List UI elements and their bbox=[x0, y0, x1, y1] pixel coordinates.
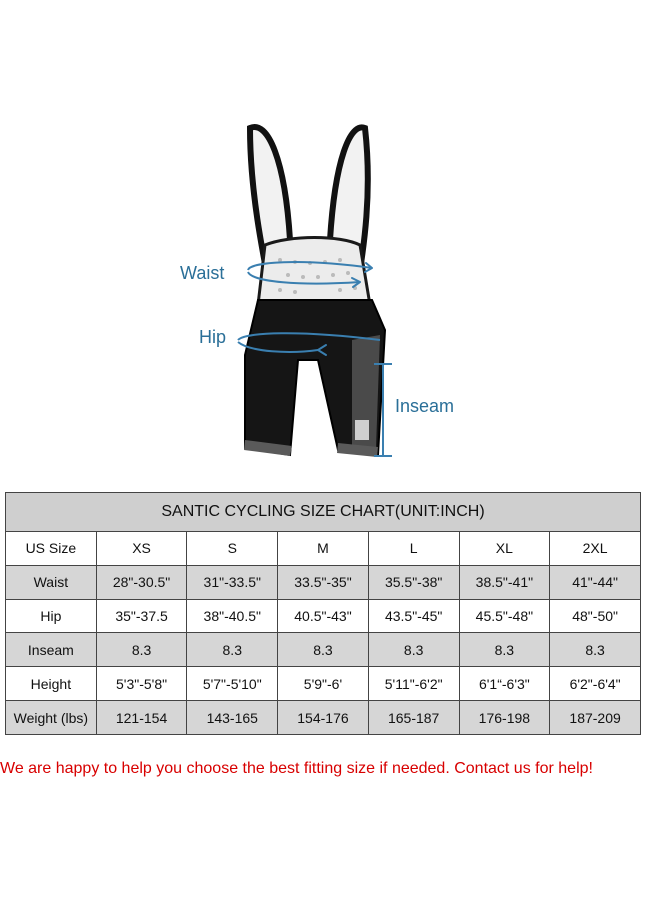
table-cell: 8.3 bbox=[96, 633, 187, 667]
table-cell: 143-165 bbox=[187, 701, 278, 735]
size-header-row bbox=[6, 532, 641, 566]
table-cell: 45.5"-48" bbox=[459, 599, 550, 633]
row-label: Hip bbox=[6, 599, 97, 633]
table-cell: 41"-44" bbox=[550, 565, 641, 599]
table-cell: 35"-37.5 bbox=[96, 599, 187, 633]
logo-patch bbox=[355, 420, 369, 440]
table-cell: 40.5"-43" bbox=[278, 599, 369, 633]
table-row-waist bbox=[6, 565, 641, 599]
size-chart-title-row bbox=[6, 493, 641, 532]
table-cell: 5'11"-6'2" bbox=[368, 667, 459, 701]
inseam-label: Inseam bbox=[395, 396, 455, 416]
table-cell: 5'3"-5'8" bbox=[96, 667, 187, 701]
table-cell: 5'9"-6' bbox=[278, 667, 369, 701]
table-cell: 38.5"-41" bbox=[459, 565, 550, 599]
size-xs: XS bbox=[96, 532, 187, 566]
table-cell: 35.5"-38" bbox=[368, 565, 459, 599]
table-cell: 28"-30.5" bbox=[96, 565, 187, 599]
mesh-panel bbox=[258, 238, 370, 306]
table-row-hip bbox=[6, 599, 641, 633]
table-cell: 154-176 bbox=[278, 701, 369, 735]
table-cell: 176-198 bbox=[459, 701, 550, 735]
table-cell: 48"-50" bbox=[550, 599, 641, 633]
table-cell: 31"-33.5" bbox=[187, 565, 278, 599]
size-chart-table bbox=[5, 492, 641, 735]
size-xl: XL bbox=[459, 532, 550, 566]
table-cell: 121-154 bbox=[96, 701, 187, 735]
header-label: US Size bbox=[6, 532, 97, 566]
table-cell: 43.5"-45" bbox=[368, 599, 459, 633]
waist-label: Waist bbox=[180, 263, 225, 283]
table-cell: 8.3 bbox=[368, 633, 459, 667]
row-label: Height bbox=[6, 667, 97, 701]
size-m: M bbox=[278, 532, 369, 566]
table-cell: 8.3 bbox=[278, 633, 369, 667]
size-s: S bbox=[187, 532, 278, 566]
table-row-weight bbox=[6, 701, 641, 735]
table-row-inseam bbox=[6, 633, 641, 667]
row-label: Weight (lbs) bbox=[6, 701, 97, 735]
table-cell: 33.5"-35" bbox=[278, 565, 369, 599]
table-cell: 8.3 bbox=[550, 633, 641, 667]
table-cell: 38"-40.5" bbox=[187, 599, 278, 633]
hip-label: Hip bbox=[199, 327, 227, 347]
size-2xl: 2XL bbox=[550, 532, 641, 566]
row-label: Waist bbox=[6, 565, 97, 599]
table-cell: 165-187 bbox=[368, 701, 459, 735]
table-cell: 187-209 bbox=[550, 701, 641, 735]
table-cell: 6'1“-6'3" bbox=[459, 667, 550, 701]
size-chart-title: SANTIC CYCLING SIZE CHART(UNIT:INCH) bbox=[6, 493, 641, 532]
table-cell: 6'2"-6'4" bbox=[550, 667, 641, 701]
row-label: Inseam bbox=[6, 633, 97, 667]
help-message: We are happy to help you choose the best fitting size if needed. Contact us for help! bbox=[0, 760, 593, 777]
table-cell: 8.3 bbox=[187, 633, 278, 667]
table-cell: 8.3 bbox=[459, 633, 550, 667]
table-cell: 5'7"-5'10" bbox=[187, 667, 278, 701]
table-row-height bbox=[6, 667, 641, 701]
size-l: L bbox=[368, 532, 459, 566]
